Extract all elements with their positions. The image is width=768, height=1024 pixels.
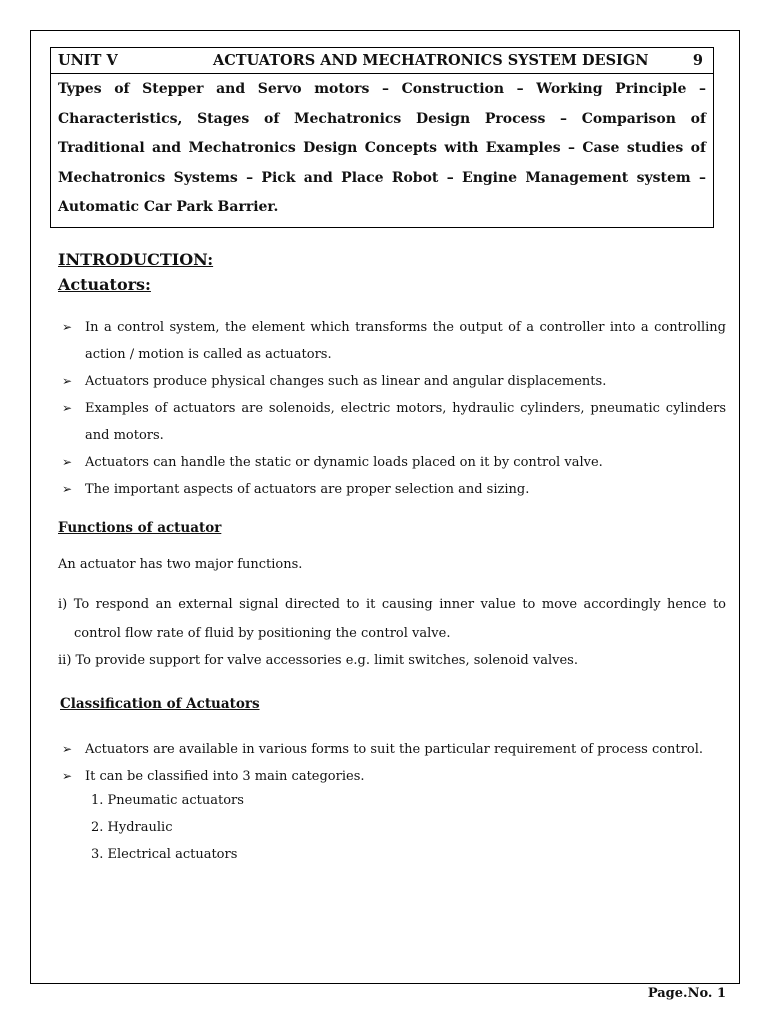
functions-heading: Functions of actuator (58, 520, 222, 536)
categories-list (91, 787, 244, 868)
actuators-heading: Actuators: (58, 275, 151, 294)
unit-hours: 9 (692, 52, 703, 69)
classification-heading: Classification of Actuators (60, 696, 260, 712)
function-item-2: ii) To provide support for valve accessories e.g. limit switches, solenoid valves. (58, 653, 578, 668)
function-item-1: i) To respond an external signal directed to it causing inner value to move accordingly hence to control flow rate of fluid by positioning the control valve. (58, 597, 726, 641)
list-item: 2. Hydraulic (91, 820, 173, 835)
classification-points-list (58, 736, 726, 790)
list-item: ➢ Examples of actuators are solenoids, electric motors, hydraulic cylinders, pneumatic cylinders and motors. (58, 395, 726, 449)
unit-title: ACTUATORS AND MECHATRONICS SYSTEM DESIGN (213, 52, 649, 69)
arrow-bullet-icon: ➢ (62, 482, 73, 496)
list-item: 1. Pneumatic actuators (91, 793, 244, 808)
list-item: ➢ The important aspects of actuators are proper selection and sizing. (58, 476, 726, 503)
actuator-points-list (58, 314, 726, 503)
page-number: Page.No. 1 (647, 986, 726, 1001)
introduction-heading: INTRODUCTION: (58, 250, 214, 269)
list-item: ➢ It can be classified into 3 main categories. (58, 763, 726, 790)
unit-label: UNIT V (58, 52, 118, 69)
arrow-bullet-icon: ➢ (62, 455, 73, 469)
arrow-bullet-icon: ➢ (62, 320, 73, 334)
list-item: 3. Electrical actuators (91, 847, 238, 862)
unit-header (51, 48, 713, 74)
list-item: ➢ Actuators can handle the static or dynamic loads placed on it by control valve. (58, 449, 726, 476)
list-item: ➢ Actuators are available in various forms to suit the particular requirement of process control. (58, 736, 726, 763)
unit-syllabus-box (50, 47, 714, 228)
arrow-bullet-icon: ➢ (62, 374, 73, 388)
unit-syllabus-text: Types of Stepper and Servo motors – Construction – Working Principle – Characteristics, Stages of Mechatronics Design Process – Comparison of Traditional and Mechatronics Design Concepts with Examples – Case studies of Mechatronics Systems – Pick and Place Robot – Engine Management system – Automatic Car Park Barrier. (58, 81, 706, 215)
arrow-bullet-icon: ➢ (62, 742, 73, 756)
arrow-bullet-icon: ➢ (62, 401, 73, 415)
arrow-bullet-icon: ➢ (62, 769, 73, 783)
list-item: ➢ In a control system, the element which transforms the output of a controller into a controlling action / motion is called as actuators. (58, 314, 726, 368)
list-item: ➢ Actuators produce physical changes such as linear and angular displacements. (58, 368, 726, 395)
functions-intro: An actuator has two major functions. (58, 557, 303, 572)
